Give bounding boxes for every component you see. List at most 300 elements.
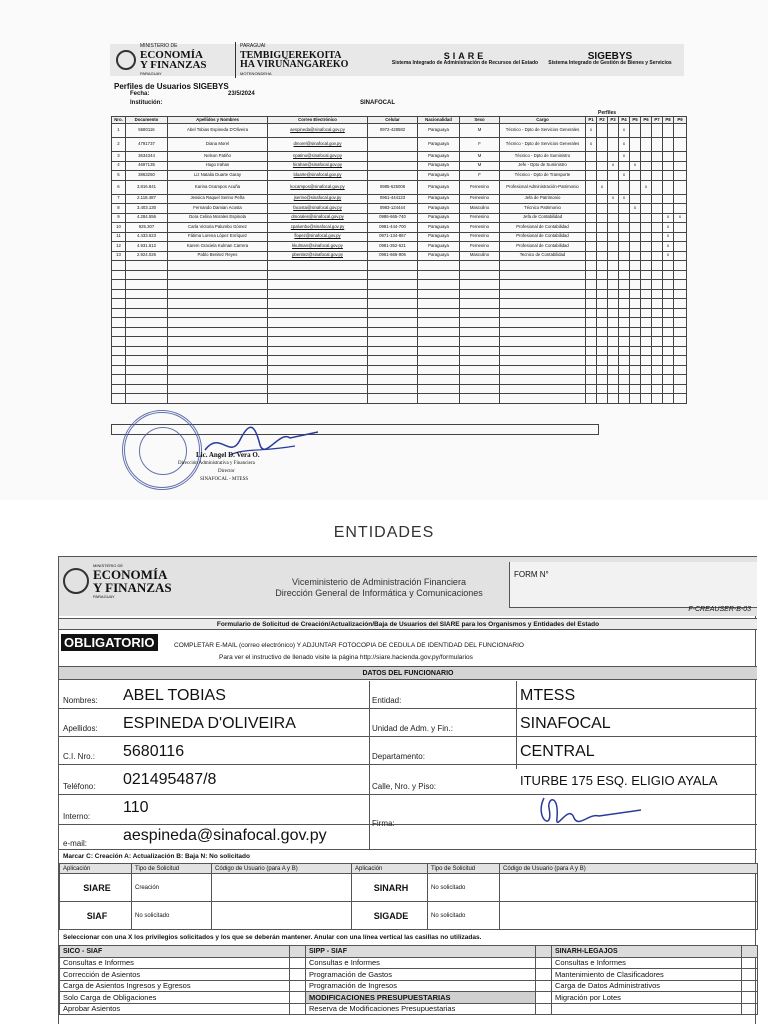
perfil-cell [641, 242, 652, 252]
cargo-cell: Tecnico de Contabilidad [500, 251, 586, 261]
table-row [112, 180, 687, 194]
codigo-usuario[interactable] [212, 874, 352, 902]
privilege-checkbox[interactable] [290, 992, 306, 1004]
empty-row [112, 270, 687, 280]
empty-cell [168, 299, 268, 309]
privilege-checkbox[interactable] [290, 980, 306, 992]
empty-cell [608, 318, 619, 328]
app-column-header: Código de Usuario (para A y B) [212, 864, 352, 874]
empty-cell [126, 318, 168, 328]
privilege-label: MODIFICACIONES PRESUPUESTARIAS [306, 992, 536, 1004]
perfil-cell [674, 138, 687, 152]
privilege-label: Consultas e Informes [306, 957, 536, 969]
column-header: P5 [630, 117, 641, 124]
empty-cell [500, 365, 586, 375]
column-header: Documento [126, 117, 168, 124]
empty-cell [608, 308, 619, 318]
cargo-cell: Jefa de Contabilidad [500, 213, 586, 223]
empty-cell [608, 384, 619, 394]
empty-cell [652, 356, 663, 366]
privilege-checkbox[interactable] [742, 980, 758, 992]
priv-check-header [742, 946, 758, 958]
perfil-cell [630, 251, 641, 261]
empty-cell [460, 308, 500, 318]
tipo-solicitud[interactable]: No solicitado [428, 874, 500, 902]
empty-cell [608, 356, 619, 366]
documento-cell: 4.931.612 [126, 242, 168, 252]
empty-cell [418, 394, 460, 404]
empty-cell [630, 337, 641, 347]
column-header: Apellidos y Nombres [168, 117, 268, 124]
empty-cell [597, 318, 608, 328]
empty-cell [597, 327, 608, 337]
empty-row [112, 280, 687, 290]
cargo-cell: Técnico - Dpto de Suministro [500, 152, 586, 162]
empty-cell [500, 327, 586, 337]
seleccionar-note: Seleccionar con una X los privilegios solicitados y los que se deberán mantener. Anular con una línea vertical las casillas no utilizadas. [63, 934, 482, 941]
perfil-cell [630, 232, 641, 242]
cargo-cell: Técnico Patrimonio [500, 204, 586, 214]
celular-cell: 0972-428582 [368, 124, 418, 138]
form-title: Formulario de Solicitud de Creación/Actualización/Baja de Usuarios del SIARE para los Organismos y Entidades del Estado [59, 618, 757, 630]
row-number: 4 [112, 161, 126, 171]
unidad-value[interactable]: SINAFOCAL [520, 715, 611, 732]
empty-cell [663, 337, 674, 347]
logo-line2: ECONOMÍA [93, 567, 168, 582]
empty-cell [112, 375, 126, 385]
perfil-cell [586, 152, 597, 162]
perfil-cell [597, 223, 608, 233]
empty-cell [608, 327, 619, 337]
empty-cell [630, 308, 641, 318]
perfil-cell: x [663, 251, 674, 261]
celular-cell [368, 161, 418, 171]
empty-cell [597, 299, 608, 309]
perfil-cell [652, 204, 663, 214]
empty-cell [500, 270, 586, 280]
logo-line1: MINISTERIO DE [93, 563, 124, 568]
empty-cell [630, 289, 641, 299]
perfil-cell [597, 171, 608, 181]
empty-cell [126, 308, 168, 318]
celular-cell: 0985-625006 [368, 180, 418, 194]
empty-cell [663, 384, 674, 394]
perfil-cell [619, 232, 630, 242]
tipo-solicitud[interactable]: No solicitado [428, 902, 500, 930]
obligatorio-text: COMPLETAR E-MAIL (correo electrónico) Y ADJUNTAR FOTOCOPIA DE CEDULA DE IDENTIDAD DEL FUNCIONARIO [174, 642, 524, 649]
column-header: P9 [674, 117, 687, 124]
nombre-cell: Jessica Raquel Serino Peña [168, 194, 268, 204]
empty-cell [652, 270, 663, 280]
sexo-cell: Femenino [460, 180, 500, 194]
sexo-cell: M [460, 152, 500, 162]
empty-cell [112, 289, 126, 299]
perfil-cell [674, 161, 687, 171]
empty-cell [641, 289, 652, 299]
app-row [60, 902, 758, 930]
empty-cell [608, 394, 619, 404]
codigo-usuario[interactable] [500, 874, 758, 902]
empty-cell [641, 318, 652, 328]
empty-cell [674, 280, 687, 290]
empty-cell [608, 365, 619, 375]
sexo-cell: Femenino [460, 213, 500, 223]
profiles-sheet [0, 0, 768, 500]
unidad-label: Unidad de Adm. y Fin.: [372, 724, 453, 733]
perfil-cell [652, 251, 663, 261]
celular-cell: 0986-665-740 [368, 213, 418, 223]
documento-cell: 3634344 [126, 152, 168, 162]
empty-cell [597, 375, 608, 385]
empty-cell [641, 337, 652, 347]
email-cell: lduarte@sinafocal.gov.py [268, 171, 368, 181]
empty-cell [368, 394, 418, 404]
empty-cell [586, 346, 597, 356]
empty-cell [663, 261, 674, 271]
perfil-cell [674, 223, 687, 233]
applications-table [59, 863, 758, 930]
empty-cell [368, 384, 418, 394]
empty-cell [597, 261, 608, 271]
table-row [112, 138, 687, 152]
table-row [112, 194, 687, 204]
marcar-legend: Marcar C: Creación A: Actualización B: Baja N: No solicitado [63, 853, 250, 860]
empty-cell [674, 261, 687, 271]
perfil-cell [619, 180, 630, 194]
empty-cell [368, 318, 418, 328]
empty-cell [112, 318, 126, 328]
logo-line3: Y FINANZAS [93, 580, 172, 595]
empty-cell [368, 337, 418, 347]
perfil-cell [652, 171, 663, 181]
nacionalidad-cell: Paraguaya [418, 204, 460, 214]
perfil-cell [597, 204, 608, 214]
empty-cell [652, 299, 663, 309]
perfil-cell: x [674, 213, 687, 223]
empty-cell [663, 365, 674, 375]
app-column-header: Tipo de Solicitud [428, 864, 500, 874]
empty-cell [641, 308, 652, 318]
empty-cell [597, 270, 608, 280]
empty-cell [674, 365, 687, 375]
empty-cell [112, 346, 126, 356]
nombre-cell: Karem Graciela Kulman Carrera [168, 242, 268, 252]
empty-row [112, 384, 687, 394]
privilege-checkbox[interactable] [290, 957, 306, 969]
perfil-cell [597, 242, 608, 252]
empty-cell [641, 280, 652, 290]
privilege-checkbox[interactable] [742, 957, 758, 969]
privilege-checkbox[interactable] [536, 1003, 552, 1015]
empty-cell [368, 261, 418, 271]
email-cell: hirahan@sinafocal.gov.py [268, 161, 368, 171]
nacionalidad-cell: Paraguaya [418, 161, 460, 171]
empty-cell [608, 261, 619, 271]
empty-cell [268, 375, 368, 385]
empty-cell [641, 365, 652, 375]
empty-row [112, 261, 687, 271]
privilege-label: Corrección de Asientos [60, 969, 290, 981]
perfil-cell: x [608, 194, 619, 204]
perfil-cell: x [586, 138, 597, 152]
privilege-label: Reserva de Modificaciones Presupuestarias [306, 1003, 536, 1015]
empty-cell [500, 308, 586, 318]
perfil-cell [674, 152, 687, 162]
cargo-cell: Técnico - Dpto de Servicios Generales [500, 124, 586, 138]
perfil-cell [641, 161, 652, 171]
depto-label: Departamento: [372, 752, 425, 761]
nacionalidad-cell: Paraguaya [418, 213, 460, 223]
empty-cell [268, 346, 368, 356]
form-code: F-CREAUSER-B-03 [688, 606, 751, 613]
privilege-label: Carga de Asientos Ingresos y Egresos [60, 980, 290, 992]
empty-cell [597, 365, 608, 375]
privilege-checkbox[interactable] [290, 1003, 306, 1015]
empty-cell [500, 318, 586, 328]
privilege-checkbox[interactable] [742, 1003, 758, 1015]
privilege-checkbox[interactable] [536, 992, 552, 1004]
privilege-label: Carga de Datos Administrativos [552, 980, 742, 992]
celular-cell [368, 152, 418, 162]
nombres-value[interactable]: ABEL TOBIAS [123, 687, 226, 704]
empty-cell [368, 289, 418, 299]
empty-cell [630, 299, 641, 309]
nacionalidad-cell: Paraguaya [418, 242, 460, 252]
email-cell: pbenitez@sinafocal.gov.py [268, 251, 368, 261]
documento-cell: 2.118.487 [126, 194, 168, 204]
empty-cell [500, 384, 586, 394]
privilege-checkbox[interactable] [536, 969, 552, 981]
empty-cell [619, 394, 630, 404]
perfil-cell [630, 213, 641, 223]
nacionalidad-cell: Paraguaya [418, 194, 460, 204]
empty-cell [418, 375, 460, 385]
cargo-cell: Jefe - Dpto de Suministro [500, 161, 586, 171]
column-header: Cargo [500, 117, 586, 124]
interno-value[interactable]: 110 [123, 799, 149, 816]
empty-cell [500, 394, 586, 404]
empty-cell [641, 394, 652, 404]
empty-cell [126, 327, 168, 337]
perfil-cell [641, 204, 652, 214]
empty-cell [619, 280, 630, 290]
celular-cell: 0981-444-700 [368, 223, 418, 233]
empty-cell [126, 394, 168, 404]
empty-cell [368, 327, 418, 337]
empty-cell [652, 384, 663, 394]
signer-role: Director [218, 469, 235, 474]
perfil-cell [630, 171, 641, 181]
empty-cell [652, 327, 663, 337]
priv-check-header [536, 946, 552, 958]
users-table [111, 116, 687, 404]
nacionalidad-cell: Paraguaya [418, 223, 460, 233]
entidad-value[interactable]: MTESS [520, 687, 576, 704]
table-header-row [112, 117, 687, 124]
privileges-table [59, 945, 758, 1015]
mef-logo-2 [63, 563, 172, 599]
perfiles-label: Perfiles [598, 110, 617, 116]
empty-cell [641, 375, 652, 385]
empty-cell [652, 261, 663, 271]
email-cell: jserino@sinafocal.gov.py [268, 194, 368, 204]
empty-cell [500, 356, 586, 366]
celular-cell: 0981-352-621 [368, 242, 418, 252]
perfil-cell: x [663, 223, 674, 233]
cargo-cell: Profesional Administración-Patrimonio [500, 180, 586, 194]
table-row [112, 213, 687, 223]
empty-cell [674, 270, 687, 280]
documento-cell: 4.284.556 [126, 213, 168, 223]
nombre-cell: Diana Morel [168, 138, 268, 152]
sexo-cell: M [460, 124, 500, 138]
fecha-value: 23/5/2024 [228, 91, 255, 97]
perfil-cell [608, 232, 619, 242]
perfil-cell [663, 124, 674, 138]
depto-value[interactable]: CENTRAL [520, 743, 595, 760]
priv-row [60, 992, 758, 1004]
perfil-cell [641, 152, 652, 162]
empty-cell [630, 356, 641, 366]
nombre-cell: Carla Victoria Palumbo Gómez [168, 223, 268, 233]
app-column-header: Aplicación [352, 864, 428, 874]
institucion-label: Institución: [130, 100, 163, 106]
calle-value[interactable]: ITURBE 175 ESQ. ELIGIO AYALA [520, 773, 718, 788]
privilege-label: Programación de Gastos [306, 969, 536, 981]
nombre-cell: Fátima Lorena López Enríquez [168, 232, 268, 242]
empty-cell [619, 365, 630, 375]
privilege-checkbox[interactable] [536, 980, 552, 992]
perfil-cell [641, 213, 652, 223]
perfil-cell [597, 138, 608, 152]
empty-cell [619, 346, 630, 356]
priv-row [60, 969, 758, 981]
empty-cell [126, 261, 168, 271]
empty-cell [168, 356, 268, 366]
ci-value[interactable]: 5680116 [123, 743, 185, 760]
empty-cell [460, 384, 500, 394]
empty-cell [674, 346, 687, 356]
empty-cell [126, 337, 168, 347]
tipo-solicitud[interactable]: No solicitado [132, 902, 212, 930]
empty-cell [126, 384, 168, 394]
empty-cell [368, 308, 418, 318]
signature-scribble-2 [529, 788, 649, 843]
email-cell: facosta@sinafocal.gov.py [268, 204, 368, 214]
empty-cell [641, 327, 652, 337]
empty-cell [619, 270, 630, 280]
priv-group-header: SICO - SIAF [60, 946, 290, 958]
perfil-cell [652, 213, 663, 223]
row-ci [59, 737, 757, 765]
celular-cell: 0971-134-867 [368, 232, 418, 242]
empty-row [112, 337, 687, 347]
codigo-usuario[interactable] [212, 902, 352, 930]
empty-cell [619, 318, 630, 328]
nombre-cell: Karina Ocampos Acuña [168, 180, 268, 194]
perfil-cell [652, 242, 663, 252]
siare-desc: Sistema Integrado de Administración de Recursos del Estado [391, 60, 539, 66]
priv-row [60, 1003, 758, 1015]
empty-cell [674, 337, 687, 347]
empty-cell [368, 299, 418, 309]
empty-cell [368, 356, 418, 366]
row-number: 3 [112, 152, 126, 162]
empty-cell [608, 289, 619, 299]
perfil-cell [608, 180, 619, 194]
celular-cell: 0961-444123 [368, 194, 418, 204]
empty-cell [268, 270, 368, 280]
privilege-checkbox[interactable] [536, 957, 552, 969]
apellidos-value[interactable]: ESPINEDA D'OLIVEIRA [123, 715, 296, 732]
empty-cell [460, 337, 500, 347]
perfil-cell [608, 138, 619, 152]
empty-cell [268, 261, 368, 271]
empty-cell [168, 365, 268, 375]
empty-cell [597, 308, 608, 318]
empty-cell [586, 308, 597, 318]
documento-cell: 2.924.026 [126, 251, 168, 261]
empty-cell [268, 365, 368, 375]
empty-cell [268, 356, 368, 366]
privilege-checkbox[interactable] [742, 969, 758, 981]
empty-cell [168, 346, 268, 356]
sexo-cell: Femenino [460, 242, 500, 252]
documento-cell: 4697135 [126, 161, 168, 171]
perfil-cell [641, 124, 652, 138]
row-number: 11 [112, 232, 126, 242]
perfil-cell: x [619, 194, 630, 204]
privilege-checkbox[interactable] [290, 969, 306, 981]
column-header: Celular [368, 117, 418, 124]
priv-header-row [60, 946, 758, 958]
perfil-cell [597, 161, 608, 171]
perfil-cell [630, 152, 641, 162]
app-name: SIARE [60, 874, 132, 902]
entidad-label: Entidad: [372, 696, 402, 705]
perfil-cell: x [663, 242, 674, 252]
celular-cell: 0961-665-906 [368, 251, 418, 261]
table-row [112, 161, 687, 171]
row-email [59, 825, 757, 850]
empty-cell [663, 308, 674, 318]
perfil-cell: x [663, 232, 674, 242]
empty-cell [168, 270, 268, 280]
perfil-cell [608, 204, 619, 214]
empty-cell [168, 394, 268, 404]
sexo-cell: F [460, 138, 500, 152]
mef-line1: MINISTERIO DE [140, 43, 178, 49]
email-value[interactable]: aespineda@sinafocal.gov.py [123, 827, 327, 844]
perfil-cell [630, 180, 641, 194]
perfil-cell [641, 251, 652, 261]
perfil-cell [608, 124, 619, 138]
tipo-solicitud[interactable]: Creación [132, 874, 212, 902]
perfil-cell [663, 152, 674, 162]
privilege-label: Consultas e Informes [552, 957, 742, 969]
vice-line2: Dirección General de Informática y Comunicaciones [275, 588, 483, 598]
privilege-checkbox[interactable] [742, 992, 758, 1004]
empty-cell [674, 384, 687, 394]
column-header: P4 [619, 117, 630, 124]
row-number: 7 [112, 194, 126, 204]
empty-cell [418, 289, 460, 299]
codigo-usuario[interactable] [500, 902, 758, 930]
privilege-label: Migración por Lotes [552, 992, 742, 1004]
telefono-value[interactable]: 021495487/8 [123, 771, 217, 788]
documento-cell: 925.307 [126, 223, 168, 233]
empty-cell [597, 280, 608, 290]
